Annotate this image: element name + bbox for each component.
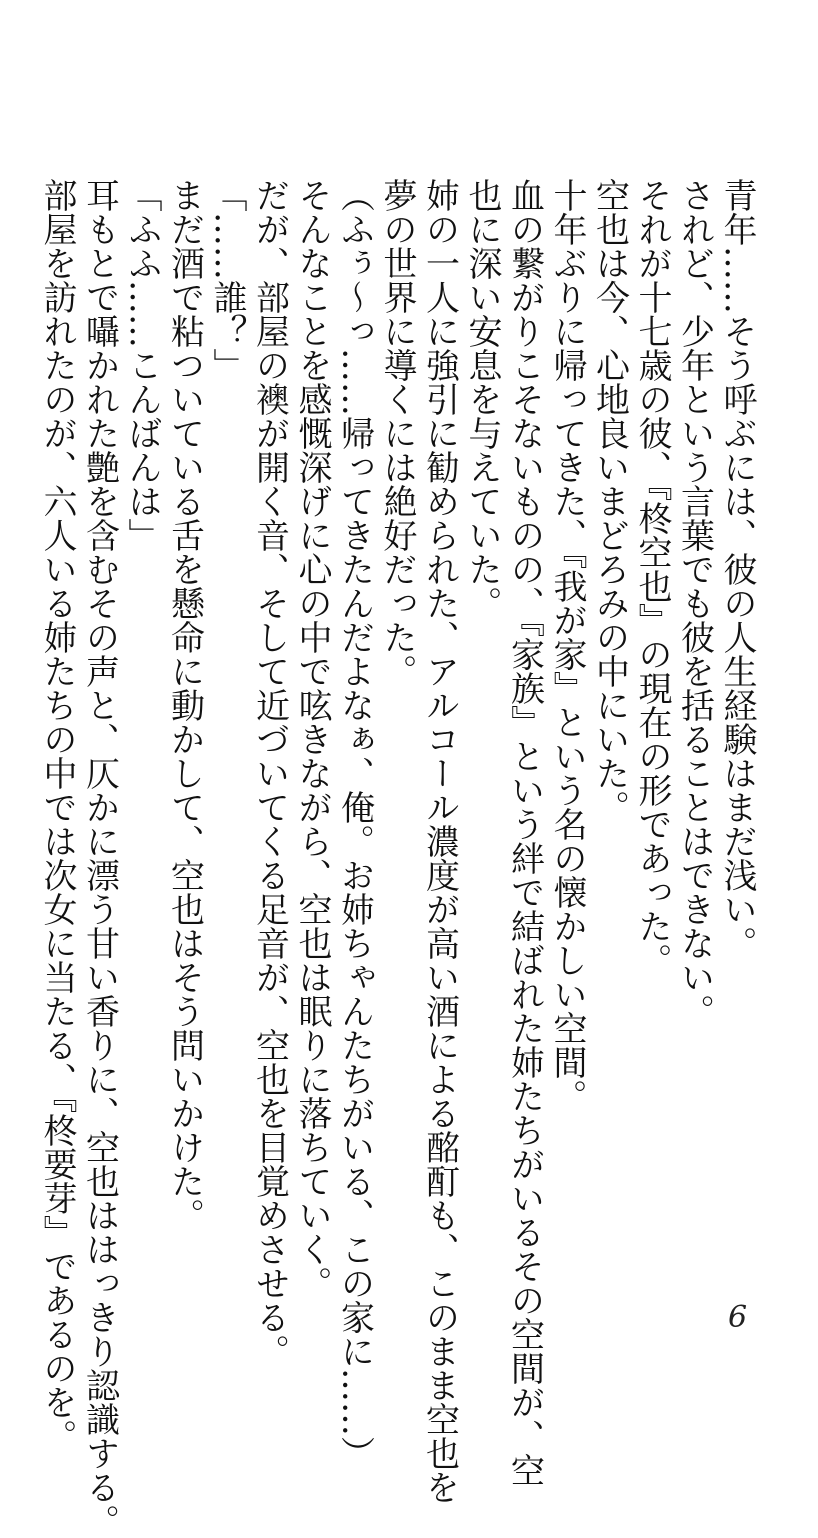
text-line: 血の繋がりこそないものの、『家族』という絆で結ばれた姉たちがいるその空間が、空 (504, 178, 545, 1487)
text-line: 姉の一人に強引に勧められた、アルコール濃度が高い酒による酩酊も、このまま空也を (419, 178, 460, 1504)
text-line: 部屋を訪れたのが、六人いる姉たちの中では次女に当たる、『柊要芽』であるのを。 (37, 178, 77, 1453)
text-line: 空也は今、心地良いまどろみの中にいた。 (589, 178, 630, 824)
text-line: 十年ぶりに帰ってきた、『我が家』という名の懐かしい空間。 (547, 178, 587, 1113)
text-line: そんなことを感慨深げに心の中で呟きながら、空也は眠りに落ちていく。 (292, 178, 332, 1300)
text-line: 也に深い安息を与えていた。 (462, 178, 502, 620)
text-line: 「ふふ……こんばんは」 (122, 178, 162, 552)
text-line: 青年……そう呼ぶには、彼の人生経験はまだ浅い。 (717, 178, 757, 960)
text-line: 耳もとで囁かれた艶を含むその声と、仄かに漂う甘い香りに、空也ははっきり認識する。 (79, 178, 120, 1538)
text-line: （ふぅ～っ……帰ってきたんだよなぁ、俺。お姉ちゃんたちがいる、この家に……） (334, 178, 375, 1470)
text-line: されど、少年という言葉でも彼を括ることはできない。 (674, 178, 715, 1028)
text-line: 夢の世界に導くには絶好だった。 (377, 178, 417, 688)
text-line: 「……誰？」 (207, 178, 247, 382)
text-line: まだ酒で粘ついている舌を懸命に動かして、空也はそう問いかけた。 (164, 178, 205, 1232)
text-line: だが、部屋の襖が開く音、そして近づいてくる足音が、空也を目覚めさせる。 (249, 178, 290, 1368)
text-line: それが十七歳の彼、『柊空也』の現在の形であった。 (632, 178, 672, 977)
page-number: 6 (728, 1300, 748, 1335)
vertical-text-block (36, 178, 759, 1538)
